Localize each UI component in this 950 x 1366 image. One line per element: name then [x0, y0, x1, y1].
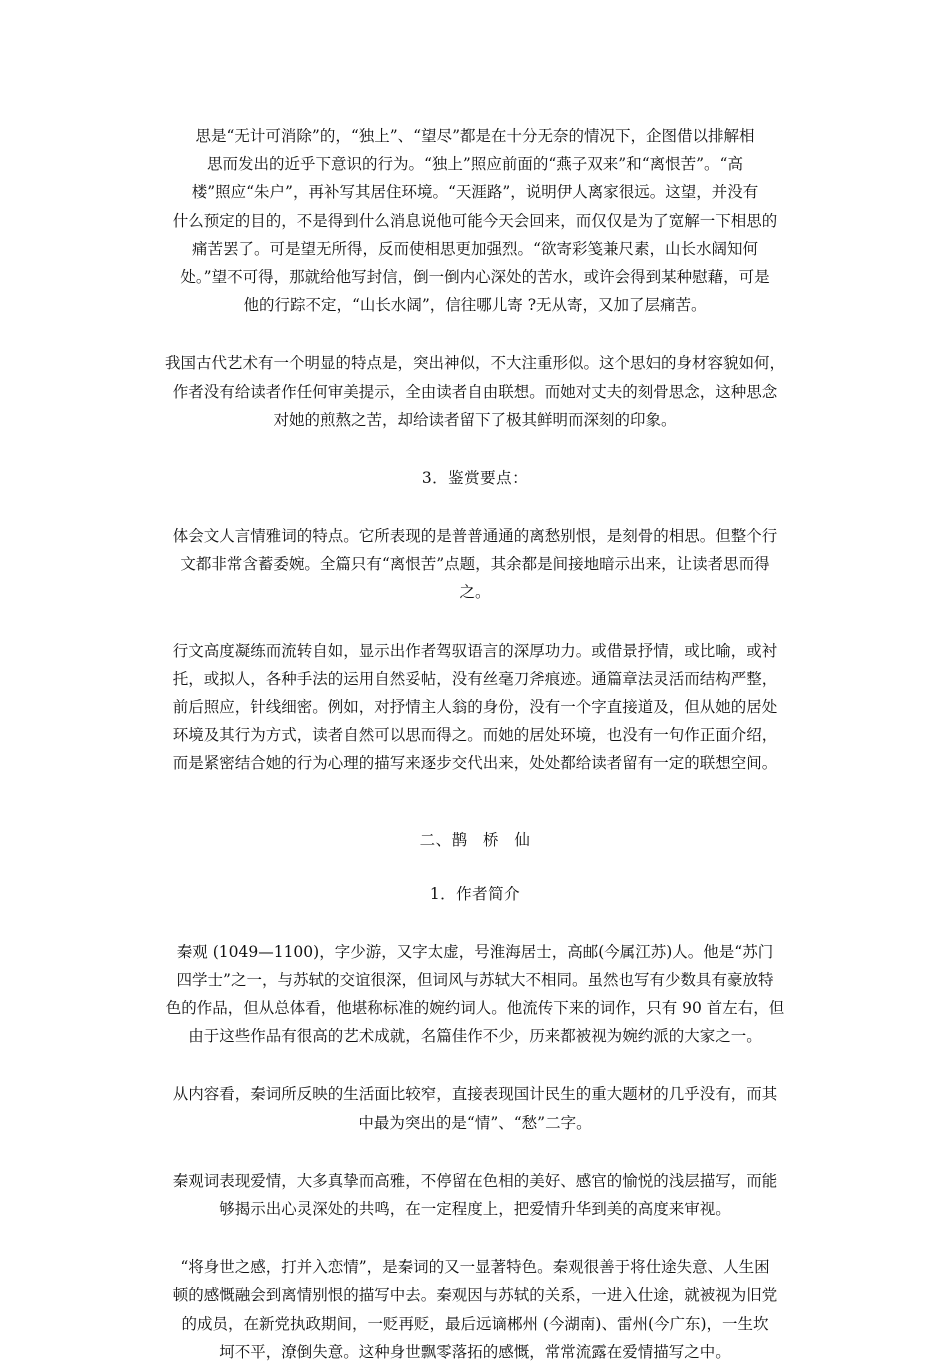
document-page: [140, 122, 810, 1366]
text-line: 体会文人言情雅词的特点。它所表现的是普普通通的离愁别恨，是刻骨的相思。但整个行: [172, 527, 778, 546]
paragraph-2: [140, 349, 810, 434]
paragraph-8: [140, 1253, 810, 1366]
text-line: 色的作品，但从总体看，他堪称标准的婉约词人。他流传下来的词作，只有 90 首左右，但: [165, 999, 785, 1018]
text-line: 他的行踪不定，“山长水阔”，信往哪儿寄 ?无从寄，又加了层痛苦。: [243, 296, 707, 315]
text-line: 而是紧密结合她的行为心理的描写来逐步交代出来，处处都给读者留有一定的联想空间。: [172, 754, 778, 773]
text-line: 对她的煎熬之苦，却给读者留下了极其鲜明而深刻的印象。: [273, 410, 677, 429]
text-line: 前后照应，针线细密。例如，对抒情主人翁的身份，没有一个字直接道及，但从她的居处: [172, 698, 778, 717]
text-line: 行文高度凝练而流转自如，显示出作者驾驭语言的深厚功力。或借景抒情，或比喻，或衬: [172, 641, 778, 660]
paragraph-4: [140, 637, 810, 778]
text-line: 秦观 (1049—1100)，字少游，又字太虚，号淮海居士，高邮(今属江苏)人。他是“苏门: [176, 942, 774, 961]
text-line: 环境及其行为方式，读者自然可以思而得之。而她的居处环境，也没有一句作正面介绍，: [172, 726, 778, 745]
paragraph-1: [140, 122, 810, 319]
text-line: 四学士”之一，与苏轼的交谊很深，但词风与苏轼大不相同。虽然也写有少数具有豪放特: [176, 970, 774, 989]
text-line: 思而发出的近乎下意识的行为。“独上”照应前面的“燕子双来”和“离恨苦”。“高: [207, 155, 743, 174]
text-line: 顿的感慨融会到离情别恨的描写中去。秦观因与苏轼的关系，一进入仕途，就被视为旧党: [172, 1286, 778, 1305]
text-line: “将身世之感，打并入恋情”，是秦词的又一显著特色。秦观很善于将仕途失意、人生困: [180, 1258, 770, 1277]
text-line: 的成员，在新党执政期间，一贬再贬，最后远谪郴州 (今湖南)、雷州(今广东)，一生坎: [181, 1314, 769, 1333]
paragraph-5: [140, 938, 810, 1051]
text-line: 作者没有给读者作任何审美提示，全由读者自由联想。而她对丈夫的刻骨思念，这种思念: [172, 382, 778, 401]
text-line: 什么预定的目的，不是得到什么消息说他可能今天会回来，而仅仅是为了宽解一下相思的: [172, 211, 778, 230]
text-line: 痛苦罢了。可是望无所得，反而使相思更加强烈。“欲寄彩笺兼尺素，山长水阔知何: [192, 239, 758, 258]
section-heading-author: 1．作者简介: [429, 884, 521, 903]
text-line: 托，或拟人，各种手法的运用自然妥帖，没有丝毫刀斧痕迹。通篇章法灵活而结构严整，: [172, 669, 778, 688]
text-line: 处。”望不可得，那就给他写封信，倒一倒内心深处的苦水，或许会得到某种慰藉，可是: [180, 268, 770, 287]
text-line: 由于这些作品有很高的艺术成就，名篇佳作不少，历来都被视为婉约派的大家之一。: [188, 1027, 762, 1046]
text-line: 够揭示出心灵深处的共鸣，在一定程度上，把爱情升华到美的高度来审视。: [219, 1200, 731, 1219]
section-heading-appreciation: 3．鉴赏要点：: [421, 469, 529, 488]
paragraph-3: [140, 522, 810, 607]
paragraph-7: [140, 1167, 810, 1223]
text-line: 秦观词表现爱情，大多真挚而高雅，不停留在色相的美好、感官的愉悦的浅层描写，而能: [172, 1171, 778, 1190]
text-line: 文都非常含蓄委婉。全篇只有“离恨苦”点题，其余都是间接地暗示出来，让读者思而得: [180, 555, 770, 574]
text-line: 从内容看，秦词所反映的生活面比较窄，直接表现国计民生的重大题材的几乎没有，而其: [172, 1085, 778, 1104]
text-line: 楼”照应“朱户”，再补写其居住环境。“天涯路”，说明伊人离家很远。这望，并没有: [191, 183, 759, 202]
text-line: 思是“无计可消除”的，“独上”、“望尽”都是在十分无奈的情况下，企图借以排解相: [195, 127, 755, 145]
text-line: 我国古代艺术有一个明显的特点是，突出神似，不大注重形似。这个思妇的身材容貌如何，: [164, 354, 785, 373]
poem-title: 二、鹊 桥 仙: [419, 830, 531, 849]
paragraph-6: [140, 1080, 810, 1136]
text-line: 中最为突出的是“情”、“愁”二字。: [358, 1113, 592, 1132]
text-line: 坷不平，潦倒失意。这种身世飘零落拓的感慨，常常流露在爱情描写之中。: [219, 1342, 731, 1361]
text-line: 之。: [459, 583, 491, 602]
